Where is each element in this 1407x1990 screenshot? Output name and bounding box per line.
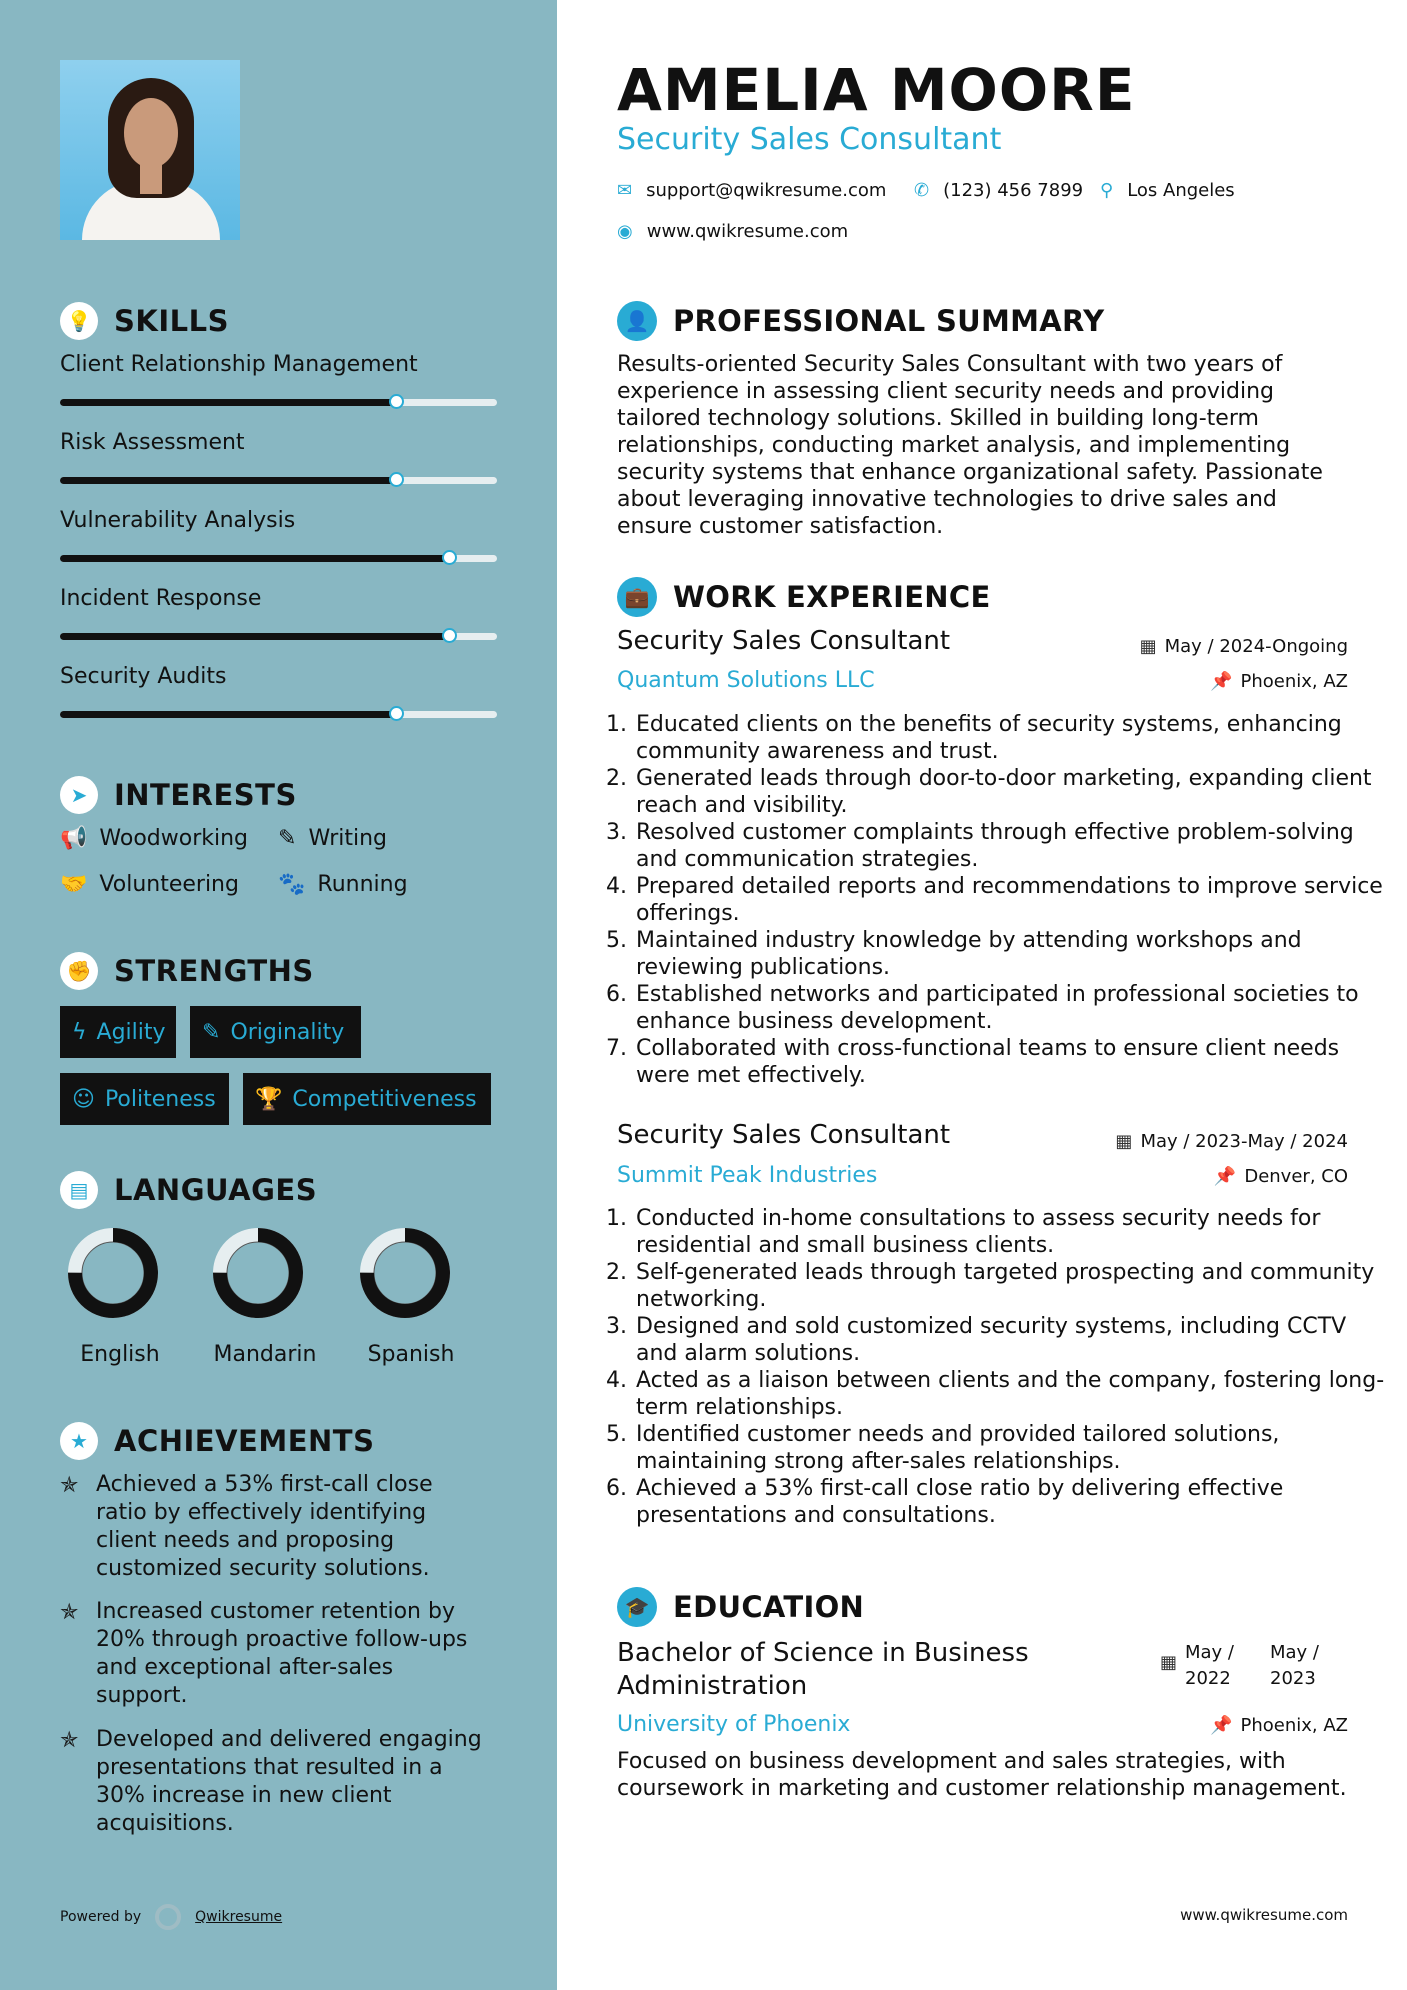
language-label: Spanish — [367, 1342, 455, 1367]
trophy-icon: 🏆 — [255, 1086, 283, 1112]
language-label: English — [80, 1342, 160, 1367]
skill-label: Vulnerability Analysis — [60, 508, 296, 533]
strengths-title: STRENGTHS — [114, 954, 314, 988]
paw-icon: 🐾 — [278, 872, 306, 897]
list-item: 3. Designed and sold customized security systems, including CCTV and alarm solutions. — [634, 1313, 1386, 1367]
list-item: 2. Generated leads through door-to-door marketing, expanding client reach and visibility. — [634, 765, 1386, 819]
interests-header — [60, 776, 297, 814]
list-item: 4. Prepared detailed reports and recommendations to improve service offerings. — [634, 873, 1386, 927]
edu-start-date: May / 2022 — [1185, 1642, 1234, 1689]
skill-bar — [60, 399, 497, 406]
candidate-name: AMELIA MOORE — [617, 56, 1136, 124]
skill-label: Client Relationship Management — [60, 352, 418, 377]
job-responsibilities — [606, 711, 1386, 1089]
school-name: University of Phoenix — [617, 1712, 851, 1737]
strength-tag: ☺ Politeness — [60, 1073, 229, 1125]
skill-bar — [60, 711, 497, 718]
job-company: Quantum Solutions LLC — [617, 668, 875, 693]
education-title: EDUCATION — [673, 1590, 865, 1624]
handshake-icon: 🤝 — [60, 872, 88, 897]
sidebar — [0, 0, 557, 1990]
job-company: Summit Peak Industries — [617, 1163, 878, 1188]
job-title: Security Sales Consultant — [617, 626, 951, 656]
user-icon: 👤 — [617, 301, 657, 341]
footer-url[interactable]: www.qwikresume.com — [1180, 1906, 1348, 1924]
star-icon: ★ — [60, 1422, 98, 1460]
strengths-header — [60, 952, 314, 990]
skill-label: Risk Assessment — [60, 430, 245, 455]
skill-bar — [60, 555, 497, 562]
map-marker-icon: ⚲ — [1100, 180, 1114, 201]
star-icon: ✯ — [60, 1728, 79, 1753]
summary-title: PROFESSIONAL SUMMARY — [673, 304, 1105, 338]
job-responsibilities — [606, 1205, 1386, 1529]
powered-by: Powered by Qwikresume — [60, 1904, 282, 1930]
language-label: Mandarin — [213, 1342, 317, 1367]
qwikresume-link[interactable]: Qwikresume — [195, 1909, 283, 1925]
job-date: ▦ May / 2024-Ongoing — [1139, 636, 1348, 657]
list-item: 5. Identified customer needs and provided tailored solutions, maintaining strong after-sales relationships. — [634, 1421, 1386, 1475]
graduation-icon: 🎓 — [617, 1587, 657, 1627]
achievement-item: ✯ Increased customer retention by 20% through proactive follow-ups and exceptional after-sales support. — [60, 1599, 468, 1708]
skill-bar — [60, 633, 497, 640]
interest-item: 📢 Woodworking — [60, 826, 249, 851]
language-ring — [65, 1225, 161, 1321]
job-date: ▦ May / 2023-May / 2024 — [1115, 1131, 1348, 1152]
pencil-icon: ✎ — [202, 1019, 221, 1045]
language-ring — [357, 1225, 453, 1321]
edu-location: 📌 Phoenix, AZ — [1210, 1715, 1348, 1736]
fist-icon: ✊ — [60, 952, 98, 990]
calendar-icon: ▦ — [1115, 1131, 1133, 1152]
interest-item: 🤝 Volunteering — [60, 872, 239, 897]
pencil-icon: ✎ — [278, 826, 297, 851]
list-item: 5. Maintained industry knowledge by attending workshops and reviewing publications. — [634, 927, 1386, 981]
bolt-icon: ϟ — [72, 1019, 87, 1045]
skill-label: Security Audits — [60, 664, 227, 689]
interests-title: INTERESTS — [114, 778, 297, 812]
list-item: 1. Conducted in-home consultations to assess security needs for residential and small business clients. — [634, 1205, 1386, 1259]
achievement-item: ✯ Developed and delivered engaging presentations that resulted in a 30% increase in new client acquisitions. — [60, 1727, 482, 1836]
list-item: 3. Resolved customer complaints through effective problem-solving and communication strategies. — [634, 819, 1386, 873]
pin-icon: 📌 — [1210, 671, 1233, 692]
experience-header — [617, 577, 991, 617]
smile-icon: ☺ — [72, 1086, 95, 1112]
qwikresume-logo-icon — [155, 1904, 181, 1930]
language-ring — [210, 1225, 306, 1321]
list-item: 4. Acted as a liaison between clients and the company, fostering long-term relationships. — [634, 1367, 1386, 1421]
contact-email: ✉ support@qwikresume.com — [617, 180, 887, 201]
education-header — [617, 1587, 864, 1627]
achievements-header — [60, 1422, 374, 1460]
profile-photo — [60, 60, 240, 240]
achievement-item: ✯ Achieved a 53% first-call close ratio by effectively identifying client needs and proposing customized security solutions. — [60, 1472, 433, 1581]
id-card-icon: ▤ — [60, 1171, 98, 1209]
pin-icon: 📌 — [1213, 1166, 1237, 1187]
summary-header — [617, 301, 1104, 341]
globe-icon: ◉ — [617, 221, 633, 242]
strength-tag: ✎ Originality — [190, 1006, 361, 1058]
languages-header — [60, 1171, 317, 1209]
experience-title: WORK EXPERIENCE — [673, 580, 991, 614]
calendar-icon: ▦ — [1139, 636, 1157, 657]
calendar-icon: ▦ — [1160, 1652, 1178, 1673]
phone-icon: ✆ — [914, 180, 930, 201]
skill-bar — [60, 477, 497, 484]
interest-item: ✎ Writing — [278, 826, 388, 851]
strength-tag: 🏆 Competitiveness — [243, 1073, 491, 1125]
skill-label: Incident Response — [60, 586, 262, 611]
summary-text: Results-oriented Security Sales Consultant with two years of experience in assessing client security needs and providing tailored technology solutions. Skilled in building long-term relationships, conducting market analysis, and implementing security systems that enhance organizational safety. Passionate about leveraging innovative technologies to drive sales and ensure customer satisfaction. — [617, 352, 1323, 539]
skills-title: SKILLS — [114, 304, 229, 338]
edu-end-date: May / 2023 — [1270, 1642, 1319, 1689]
contact-location: ⚲ Los Angeles — [1100, 180, 1235, 201]
strength-tag: ϟ Agility — [60, 1006, 176, 1058]
contact-website: ◉ www.qwikresume.com — [617, 221, 849, 242]
achievements-title: ACHIEVEMENTS — [114, 1424, 375, 1458]
list-item: 6. Established networks and participated in professional societies to enhance business development. — [634, 981, 1386, 1035]
envelope-icon: ✉ — [617, 180, 633, 201]
job-location: 📌 Denver, CO — [1213, 1166, 1348, 1187]
list-item: 7. Collaborated with cross-functional teams to ensure client needs were met effectively. — [634, 1035, 1386, 1089]
briefcase-icon: 💼 — [617, 577, 657, 617]
lightbulb-icon: 💡 — [60, 302, 98, 340]
candidate-role: Security Sales Consultant — [617, 122, 1002, 157]
pin-icon: 📌 — [1210, 1715, 1233, 1736]
job-title: Security Sales Consultant — [617, 1120, 951, 1150]
languages-title: LANGUAGES — [114, 1173, 318, 1207]
list-item: 1. Educated clients on the benefits of security systems, enhancing community awareness and trust. — [634, 711, 1386, 765]
bullhorn-icon: 📢 — [60, 826, 88, 851]
list-item: 2. Self-generated leads through targeted prospecting and community networking. — [634, 1259, 1386, 1313]
list-item: 6. Achieved a 53% first-call close ratio by delivering effective presentations and consultations. — [634, 1475, 1386, 1529]
education-text: Focused on business development and sales strategies, with coursework in marketing and customer relationship management. — [617, 1749, 1347, 1801]
interest-item: 🐾 Running — [278, 872, 408, 897]
contact-phone: ✆ (123) 456 7899 — [914, 180, 1084, 201]
job-location: 📌 Phoenix, AZ — [1210, 671, 1348, 692]
paper-plane-icon: ➤ — [60, 776, 98, 814]
star-icon: ✯ — [60, 1473, 79, 1498]
skills-header — [60, 302, 229, 340]
degree-title: Bachelor of Science in Business Administration — [617, 1638, 1029, 1701]
star-icon: ✯ — [60, 1600, 79, 1625]
